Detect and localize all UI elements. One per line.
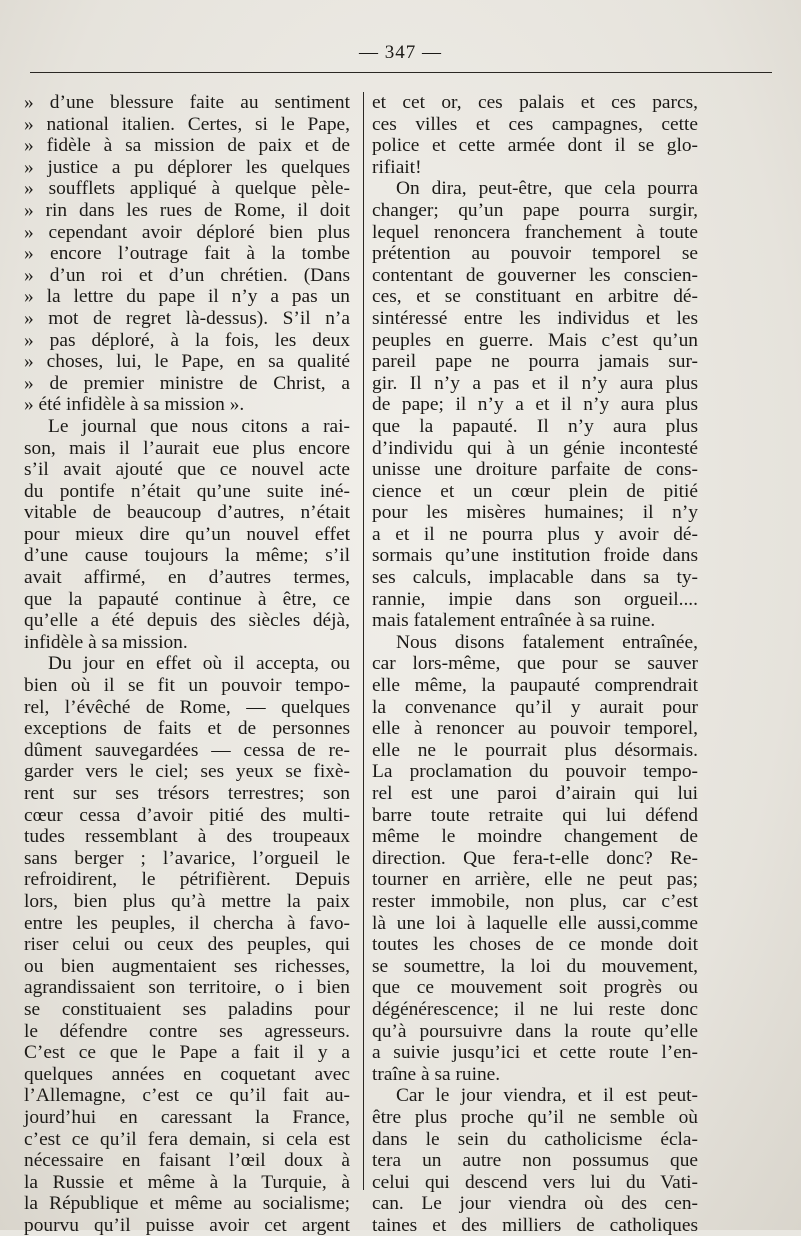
text-line: barre toute retraite qui lui défend <box>372 804 698 826</box>
text-line: vitable de beaucoup d’autres, n’était <box>24 502 350 524</box>
text-line: cœur cessa d’avoir pitié des multi- <box>24 804 350 826</box>
text-line: changer; qu’un pape pourra surgir, <box>372 199 698 221</box>
text-line: Le journal que nous citons a rai- <box>48 415 350 437</box>
text-line: elle même, la paupauté comprendrait <box>372 675 698 697</box>
text-line: ces, et se constituant en arbitre dé- <box>372 286 698 308</box>
text-line: rel, l’évêché de Rome, — quelques <box>24 696 350 718</box>
text-line: de pape; il n’y a et il n’y aura plus <box>372 394 698 416</box>
text-line: rannie, impie dans son orgueil.... <box>372 588 698 610</box>
text-line: exceptions de faits et de personnes <box>24 718 350 740</box>
text-line: Nous disons fatalement entraînée, <box>396 631 698 653</box>
text-line: » choses, lui, le Pape, en sa qualité <box>24 351 350 373</box>
text-line: » cependant avoir déploré bien plus <box>24 221 350 243</box>
text-line: rester immobile, non plus, car c’est <box>372 890 698 912</box>
text-line: rel est une paroi d’airain qui lui <box>372 783 698 804</box>
text-line: refroidirent, le pétrifièrent. Depuis <box>24 869 350 891</box>
text-line: celui qui descend vers lui du Vati- <box>372 1171 698 1193</box>
text-line: bien où il se fit un pouvoir tempo- <box>24 675 350 697</box>
text-line: ou bien augmentaient ses richesses, <box>24 955 350 977</box>
text-line: C’est ce que le Pape a fait il y a <box>24 1042 350 1064</box>
text-line: riser celui ou ceux des peuples, qui <box>24 934 350 956</box>
text-line: rent sur ses trésors terrestres; son <box>24 783 350 804</box>
text-line: la convenance qu’il y aurait pour <box>372 696 698 718</box>
text-line: prétention au pouvoir temporel se <box>372 243 698 265</box>
text-line: » mot de regret là-dessus). S’il n’a <box>24 307 350 329</box>
text-line: jourd’hui en caressant la France, <box>24 1106 350 1128</box>
text-line: On dira, peut-être, que cela pourra <box>396 178 698 200</box>
text-line: » été infidèle à sa mission ». <box>24 394 245 416</box>
column-divider <box>363 92 364 1190</box>
text-line: lequel renoncera franchement à toute <box>372 221 698 243</box>
text-line: pour mieux dire qu’un nouvel effet <box>24 523 350 545</box>
text-line: a et il ne pourra plus y avoir dé- <box>372 523 698 545</box>
text-line: peuples en guerre. Mais c’est qu’un <box>372 329 698 351</box>
text-line: dégénérescence; il ne lui reste donc <box>372 998 698 1020</box>
text-line: là une loi à laquelle elle aussi,comme <box>372 912 698 934</box>
text-line: direction. Que fera-t-elle donc? Re- <box>372 847 698 869</box>
text-line: » d’une blessure faite au sentiment <box>24 92 350 113</box>
text-line: cience et un cœur plein de pitié <box>372 480 698 502</box>
text-line: pareil pape ne pourra jamais sur- <box>372 351 698 373</box>
text-line: nécessaire en faisant l’œil doux à <box>24 1150 350 1172</box>
text-line: taines et des milliers de catholiques <box>372 1214 698 1236</box>
text-line: pour les misères humaines; il n’y <box>372 502 698 524</box>
text-line: que la papauté. Il n’y aura plus <box>372 415 698 437</box>
text-line: » pas déploré, à la fois, les deux <box>24 329 350 351</box>
text-line: la République et même au socialisme; <box>24 1193 350 1215</box>
text-line: » de premier ministre de Christ, a <box>24 372 350 394</box>
text-line: agrandissaient son territoire, o i bien <box>24 977 350 999</box>
text-line: infidèle à sa mission. <box>24 631 188 653</box>
text-line: » national italien. Certes, si le Pape, <box>24 113 350 135</box>
text-line: Du jour en effet où il accepta, ou <box>48 653 350 675</box>
text-line: dans le sein du catholicisme écla- <box>372 1128 698 1150</box>
text-line: se soumettre, la loi du mouvement, <box>372 955 698 977</box>
text-line: traîne à sa ruine. <box>372 1063 501 1085</box>
text-line: pourvu qu’il puisse avoir cet argent <box>24 1214 350 1236</box>
text-line: La proclamation du pouvoir tempo- <box>372 761 698 783</box>
text-line: entre les peuples, il chercha à favo- <box>24 912 350 934</box>
right-column <box>372 92 698 1236</box>
header-rule <box>30 72 772 73</box>
text-line: la Russie et même à la Turquie, à <box>24 1171 350 1193</box>
text-line: se constituaient ses paladins pour <box>24 998 350 1020</box>
text-line: police et cette armée dont il se glo- <box>372 135 698 157</box>
text-line: que ce mouvement soit progrès ou <box>372 977 698 999</box>
text-line: contentant de gouverner les conscien- <box>372 264 698 286</box>
text-line: dûment sauvegardées — cessa de re- <box>24 739 350 761</box>
text-line: avait affirmé, en d’autres termes, <box>24 567 350 589</box>
text-line: sormais qu’une institution froide dans <box>372 545 698 567</box>
text-line: s’il avait ajouté que ce nouvel acte <box>24 459 350 481</box>
text-line: tudes ressemblant à des troupeaux <box>24 826 350 848</box>
text-line: ces villes et ces campagnes, cette <box>372 113 698 135</box>
text-line: qu’à poursuivre dans la route qu’elle <box>372 1020 698 1042</box>
text-line: » d’un roi et d’un chrétien. (Dans <box>24 264 350 286</box>
text-line: lors, bien plus qu’à mettre la paix <box>24 890 350 912</box>
text-line: elle ne le pourrait plus désormais. <box>372 739 698 761</box>
text-line: tourner en arrière, elle ne peut pas; <box>372 869 698 891</box>
text-line: Car le jour viendra, et il est peut- <box>396 1085 698 1107</box>
text-line: même le moindre changement de <box>372 826 698 848</box>
text-line: elle à renoncer au pouvoir temporel, <box>372 718 698 740</box>
text-line: car lors-même, que pour se sauver <box>372 653 698 675</box>
text-line: ses calculs, implacable dans sa ty- <box>372 567 698 589</box>
text-line: et cet or, ces palais et ces parcs, <box>372 92 698 113</box>
text-line: » justice a pu déplorer les quelques <box>24 156 350 178</box>
text-line: tera un autre non possumus que <box>372 1150 698 1172</box>
text-line: quelques années en coquetant avec <box>24 1063 350 1085</box>
text-line: qu’elle a été depuis des siècles déjà, <box>24 610 350 632</box>
text-line: a suivie jusqu’ici et cette route l’en- <box>372 1042 698 1064</box>
left-column <box>24 92 350 1236</box>
text-line: d’une cause toujours la même; s’il <box>24 545 350 567</box>
text-line: l’Allemagne, c’est ce qu’il fait au- <box>24 1085 350 1107</box>
text-line: que la papauté continue à être, ce <box>24 588 350 610</box>
text-line: » rin dans les rues de Rome, il doit <box>24 199 350 221</box>
text-line: rifiait! <box>372 156 422 178</box>
text-line: garder vers le ciel; ses yeux se fixè- <box>24 761 350 783</box>
text-line: sintéressé entre les individus et les <box>372 307 698 329</box>
text-line: unisse une droiture parfaite de cons- <box>372 459 698 481</box>
text-line: gir. Il n’y a pas et il n’y aura plus <box>372 372 698 394</box>
text-line: » la lettre du pape il n’y a pas un <box>24 286 350 308</box>
text-line: son, mais il l’aurait eue plus encore <box>24 437 350 459</box>
text-line: » fidèle à sa mission de paix et de <box>24 135 350 157</box>
text-line: être plus proche qu’il ne semble où <box>372 1106 698 1128</box>
text-line: can. Le jour viendra où des cen- <box>372 1193 698 1215</box>
text-line: du pontife n’était qu’une suite iné- <box>24 480 350 502</box>
text-line: » encore l’outrage fait à la tombe <box>24 243 350 265</box>
text-line: toutes les choses de ce monde doit <box>372 934 698 956</box>
text-line: le défendre contre ses agresseurs. <box>24 1020 350 1042</box>
text-line: d’individu qui à un génie incontesté <box>372 437 698 459</box>
text-line: mais fatalement entraînée à sa ruine. <box>372 610 656 632</box>
text-line: » soufflets appliqué à quelque pèle- <box>24 178 350 200</box>
text-line: c’est ce qu’il fera demain, si cela est <box>24 1128 350 1150</box>
page-number: — 347 — <box>359 42 442 63</box>
text-line: sans berger ; l’avarice, l’orgueil le <box>24 847 350 869</box>
